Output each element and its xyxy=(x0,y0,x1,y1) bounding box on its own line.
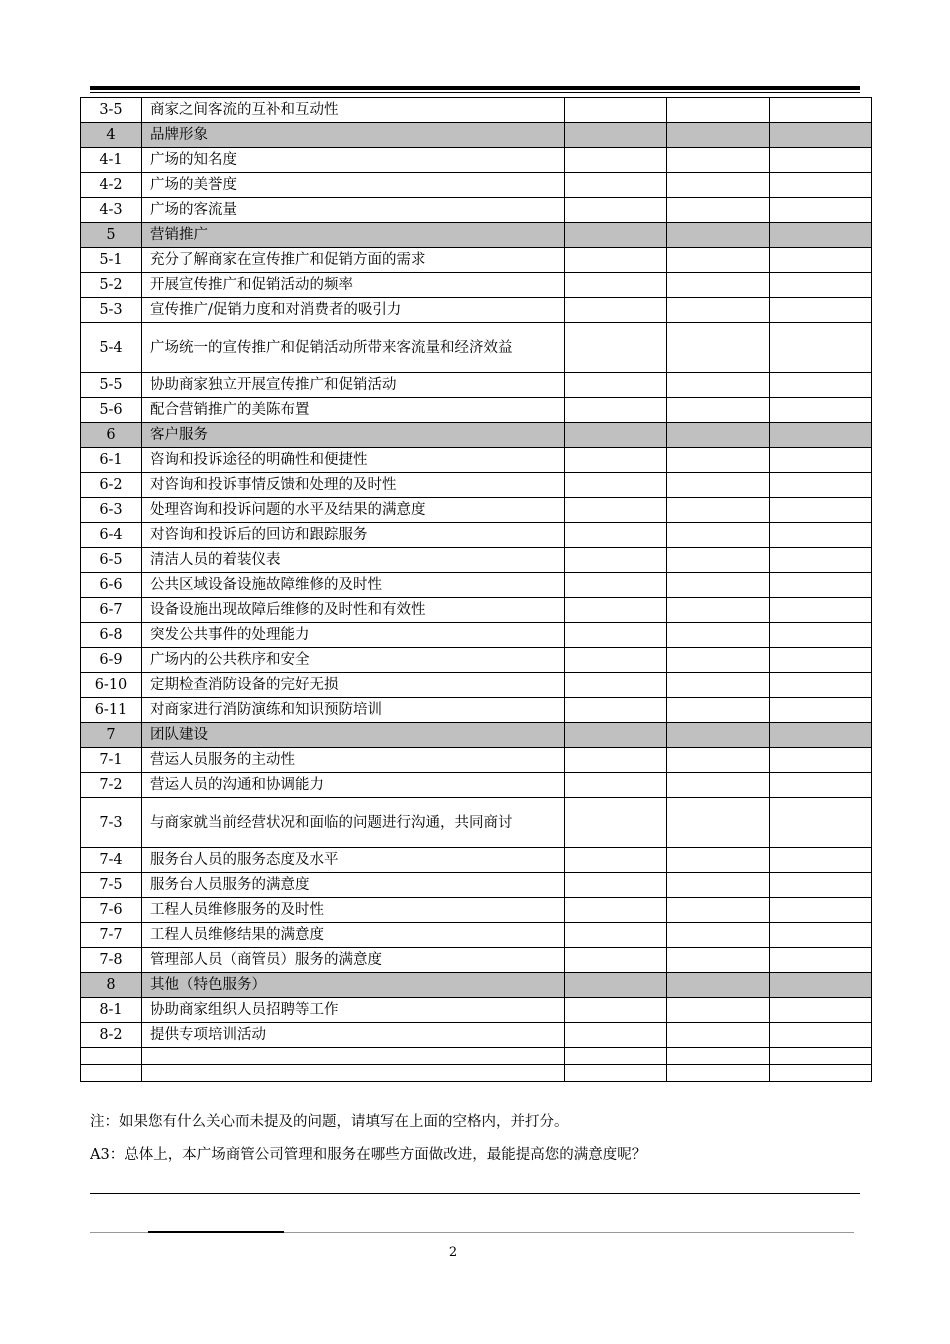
score-cell[interactable] xyxy=(770,798,872,848)
note-text: 注：如果您有什么关心而未提及的问题，请填写在上面的空格内，并打分。 xyxy=(90,1114,569,1130)
score-cell[interactable] xyxy=(667,473,770,498)
score-cell[interactable] xyxy=(565,948,667,973)
score-cell[interactable] xyxy=(565,448,667,473)
score-cell[interactable] xyxy=(667,673,770,698)
score-cell[interactable] xyxy=(667,773,770,798)
score-cell xyxy=(565,973,667,998)
section-row xyxy=(81,423,872,448)
score-cell[interactable] xyxy=(667,148,770,173)
score-cell[interactable] xyxy=(667,623,770,648)
item-description: 服务台人员的服务态度及水平 xyxy=(142,848,565,873)
table-row xyxy=(81,673,872,698)
score-cell xyxy=(667,423,770,448)
item-description: 协助商家组织人员招聘等工作 xyxy=(142,998,565,1023)
footer-rule-accent xyxy=(148,1231,284,1233)
score-cell[interactable] xyxy=(770,873,872,898)
table-row xyxy=(81,573,872,598)
item-number: 8 xyxy=(81,973,142,998)
table-row xyxy=(81,1023,872,1048)
score-cell[interactable] xyxy=(565,498,667,523)
item-description: 广场的客流量 xyxy=(142,198,565,223)
table-row xyxy=(81,998,872,1023)
item-number: 4 xyxy=(81,123,142,148)
table-row xyxy=(81,848,872,873)
score-cell[interactable] xyxy=(770,298,872,323)
item-number: 7-2 xyxy=(81,773,142,798)
score-cell[interactable] xyxy=(667,598,770,623)
score-cell[interactable] xyxy=(770,848,872,873)
score-cell[interactable] xyxy=(770,748,872,773)
score-cell xyxy=(565,223,667,248)
item-number: 6-4 xyxy=(81,523,142,548)
section-row xyxy=(81,123,872,148)
score-cell xyxy=(667,723,770,748)
item-number: 5 xyxy=(81,223,142,248)
score-cell xyxy=(565,123,667,148)
score-cell[interactable] xyxy=(770,948,872,973)
item-number: 6-9 xyxy=(81,648,142,673)
item-number: 7-5 xyxy=(81,873,142,898)
table-row xyxy=(81,648,872,673)
score-cell xyxy=(770,423,872,448)
score-cell[interactable] xyxy=(770,98,872,123)
score-cell[interactable] xyxy=(565,648,667,673)
score-cell[interactable] xyxy=(770,673,872,698)
score-cell xyxy=(667,973,770,998)
score-cell xyxy=(770,723,872,748)
score-cell[interactable] xyxy=(565,923,667,948)
score-cell[interactable] xyxy=(565,798,667,848)
item-description: 设备设施出现故障后维修的及时性和有效性 xyxy=(142,598,565,623)
item-number xyxy=(81,1065,142,1082)
score-cell[interactable] xyxy=(667,748,770,773)
score-cell[interactable] xyxy=(565,873,667,898)
item-description: 工程人员维修结果的满意度 xyxy=(142,923,565,948)
score-cell[interactable] xyxy=(667,248,770,273)
item-number: 7-1 xyxy=(81,748,142,773)
table-row xyxy=(81,898,872,923)
score-cell[interactable] xyxy=(565,198,667,223)
section-row xyxy=(81,973,872,998)
item-number: 5-1 xyxy=(81,248,142,273)
item-number: 6-11 xyxy=(81,698,142,723)
item-number: 6-5 xyxy=(81,548,142,573)
item-number: 7-7 xyxy=(81,923,142,948)
item-description: 对商家进行消防演练和知识预防培训 xyxy=(142,698,565,723)
item-description: 提供专项培训活动 xyxy=(142,1023,565,1048)
score-cell[interactable] xyxy=(667,898,770,923)
item-description: 营运人员的沟通和协调能力 xyxy=(142,773,565,798)
item-description: 营运人员服务的主动性 xyxy=(142,748,565,773)
item-description: 定期检查消防设备的完好无损 xyxy=(142,673,565,698)
score-cell[interactable] xyxy=(770,998,872,1023)
section-row xyxy=(81,223,872,248)
item-number: 5-2 xyxy=(81,273,142,298)
score-cell[interactable] xyxy=(770,1048,872,1065)
score-cell[interactable] xyxy=(667,548,770,573)
score-cell[interactable] xyxy=(770,648,872,673)
score-cell[interactable] xyxy=(667,523,770,548)
score-cell[interactable] xyxy=(667,573,770,598)
header-rule xyxy=(90,86,860,90)
score-cell[interactable] xyxy=(667,298,770,323)
score-cell xyxy=(667,223,770,248)
table-row xyxy=(81,398,872,423)
score-cell[interactable] xyxy=(667,948,770,973)
score-cell[interactable] xyxy=(667,373,770,398)
item-description: 开展宣传推广和促销活动的频率 xyxy=(142,273,565,298)
table-row xyxy=(81,1048,872,1065)
table-row xyxy=(81,773,872,798)
item-description: 营销推广 xyxy=(142,223,565,248)
score-cell[interactable] xyxy=(770,598,872,623)
table-row xyxy=(81,498,872,523)
item-description xyxy=(142,1065,565,1082)
score-cell[interactable] xyxy=(565,373,667,398)
score-cell[interactable] xyxy=(565,173,667,198)
score-cell[interactable] xyxy=(565,1048,667,1065)
item-description: 协助商家独立开展宣传推广和促销活动 xyxy=(142,373,565,398)
item-description: 广场的美誉度 xyxy=(142,173,565,198)
score-cell[interactable] xyxy=(667,398,770,423)
item-number: 6-7 xyxy=(81,598,142,623)
table-row xyxy=(81,698,872,723)
score-cell[interactable] xyxy=(565,1023,667,1048)
table-row xyxy=(81,598,872,623)
score-cell[interactable] xyxy=(667,98,770,123)
score-cell[interactable] xyxy=(770,398,872,423)
item-description xyxy=(142,1048,565,1065)
score-cell xyxy=(565,723,667,748)
score-cell[interactable] xyxy=(565,623,667,648)
item-number: 6-6 xyxy=(81,573,142,598)
score-cell[interactable] xyxy=(770,1023,872,1048)
score-cell[interactable] xyxy=(667,923,770,948)
table-row xyxy=(81,373,872,398)
item-number: 5-3 xyxy=(81,298,142,323)
score-cell[interactable] xyxy=(667,648,770,673)
item-number: 5-6 xyxy=(81,398,142,423)
item-number: 7-8 xyxy=(81,948,142,973)
score-cell[interactable] xyxy=(667,1023,770,1048)
item-number: 4-3 xyxy=(81,198,142,223)
item-number: 5-4 xyxy=(81,323,142,373)
table-row xyxy=(81,173,872,198)
score-cell xyxy=(667,123,770,148)
score-cell[interactable] xyxy=(565,898,667,923)
score-cell[interactable] xyxy=(565,298,667,323)
score-cell[interactable] xyxy=(565,273,667,298)
score-cell[interactable] xyxy=(565,523,667,548)
item-number: 6-1 xyxy=(81,448,142,473)
item-number: 7 xyxy=(81,723,142,748)
table-row xyxy=(81,623,872,648)
item-description: 广场统一的宣传推广和促销活动所带来客流量和经济效益 xyxy=(142,323,565,373)
item-description: 工程人员维修服务的及时性 xyxy=(142,898,565,923)
item-description: 充分了解商家在宣传推广和促销方面的需求 xyxy=(142,248,565,273)
score-cell[interactable] xyxy=(667,273,770,298)
table-row xyxy=(81,248,872,273)
item-description: 其他（特色服务） xyxy=(142,973,565,998)
item-description: 配合营销推广的美陈布置 xyxy=(142,398,565,423)
page-number: 2 xyxy=(448,1245,458,1260)
item-description: 突发公共事件的处理能力 xyxy=(142,623,565,648)
score-cell[interactable] xyxy=(565,148,667,173)
item-description: 处理咨询和投诉问题的水平及结果的满意度 xyxy=(142,498,565,523)
item-number: 5-5 xyxy=(81,373,142,398)
score-cell[interactable] xyxy=(770,773,872,798)
score-cell xyxy=(565,423,667,448)
table-row xyxy=(81,1065,872,1082)
score-cell[interactable] xyxy=(565,398,667,423)
item-description: 服务台人员服务的满意度 xyxy=(142,873,565,898)
item-number: 6 xyxy=(81,423,142,448)
score-cell[interactable] xyxy=(565,98,667,123)
score-cell[interactable] xyxy=(770,623,872,648)
table-row xyxy=(81,798,872,848)
score-cell[interactable] xyxy=(770,448,872,473)
item-number: 3-5 xyxy=(81,98,142,123)
score-cell[interactable] xyxy=(667,198,770,223)
item-description: 商家之间客流的互补和互动性 xyxy=(142,98,565,123)
score-cell[interactable] xyxy=(770,473,872,498)
score-cell[interactable] xyxy=(565,548,667,573)
table-row xyxy=(81,98,872,123)
score-cell[interactable] xyxy=(667,998,770,1023)
score-cell[interactable] xyxy=(565,1065,667,1082)
score-cell[interactable] xyxy=(770,1065,872,1082)
score-cell[interactable] xyxy=(770,698,872,723)
score-cell[interactable] xyxy=(770,198,872,223)
table-row xyxy=(81,198,872,223)
item-number: 6-2 xyxy=(81,473,142,498)
table-row xyxy=(81,748,872,773)
item-description: 咨询和投诉途径的明确性和便捷性 xyxy=(142,448,565,473)
table-row xyxy=(81,148,872,173)
score-cell[interactable] xyxy=(667,323,770,373)
item-number: 6-3 xyxy=(81,498,142,523)
item-number: 7-4 xyxy=(81,848,142,873)
score-cell[interactable] xyxy=(770,523,872,548)
score-cell[interactable] xyxy=(565,598,667,623)
score-cell[interactable] xyxy=(667,873,770,898)
score-cell[interactable] xyxy=(770,173,872,198)
score-cell xyxy=(770,123,872,148)
score-cell[interactable] xyxy=(565,573,667,598)
item-description: 管理部人员（商管员）服务的满意度 xyxy=(142,948,565,973)
item-number: 6-10 xyxy=(81,673,142,698)
score-cell[interactable] xyxy=(667,1065,770,1082)
item-description: 与商家就当前经营状况和面临的问题进行沟通，共同商讨 xyxy=(142,798,565,848)
table-row xyxy=(81,548,872,573)
item-number: 7-6 xyxy=(81,898,142,923)
item-description: 广场内的公共秩序和安全 xyxy=(142,648,565,673)
item-number xyxy=(81,1048,142,1065)
question-a3: A3：总体上，本广场商管公司管理和服务在哪些方面做改进，最能提高您的满意度呢？ xyxy=(90,1147,647,1163)
item-number: 8-1 xyxy=(81,998,142,1023)
score-cell[interactable] xyxy=(565,848,667,873)
item-description: 对咨询和投诉后的回访和跟踪服务 xyxy=(142,523,565,548)
table-row xyxy=(81,323,872,373)
score-cell[interactable] xyxy=(770,148,872,173)
table-row xyxy=(81,273,872,298)
score-cell[interactable] xyxy=(565,323,667,373)
item-description: 团队建设 xyxy=(142,723,565,748)
score-cell[interactable] xyxy=(770,898,872,923)
score-cell[interactable] xyxy=(565,773,667,798)
table-row xyxy=(81,923,872,948)
score-cell[interactable] xyxy=(770,373,872,398)
score-cell[interactable] xyxy=(770,923,872,948)
score-cell xyxy=(770,973,872,998)
table-row xyxy=(81,523,872,548)
score-cell[interactable] xyxy=(770,498,872,523)
table-row xyxy=(81,473,872,498)
item-description: 品牌形象 xyxy=(142,123,565,148)
item-description: 清洁人员的着装仪表 xyxy=(142,548,565,573)
table-row xyxy=(81,448,872,473)
survey-table-body xyxy=(81,98,872,1082)
score-cell[interactable] xyxy=(565,473,667,498)
item-description: 客户服务 xyxy=(142,423,565,448)
item-description: 公共区域设备设施故障维修的及时性 xyxy=(142,573,565,598)
item-number: 7-3 xyxy=(81,798,142,848)
section-row xyxy=(81,723,872,748)
score-cell[interactable] xyxy=(667,448,770,473)
item-number: 8-2 xyxy=(81,1023,142,1048)
score-cell xyxy=(770,223,872,248)
score-cell[interactable] xyxy=(667,798,770,848)
score-cell[interactable] xyxy=(565,248,667,273)
item-description: 广场的知名度 xyxy=(142,148,565,173)
score-cell[interactable] xyxy=(565,748,667,773)
score-cell[interactable] xyxy=(565,998,667,1023)
item-description: 对咨询和投诉事情反馈和处理的及时性 xyxy=(142,473,565,498)
table-row xyxy=(81,873,872,898)
score-cell[interactable] xyxy=(565,698,667,723)
item-description: 宣传推广/促销力度和对消费者的吸引力 xyxy=(142,298,565,323)
score-cell[interactable] xyxy=(667,848,770,873)
score-cell[interactable] xyxy=(770,323,872,373)
satisfaction-survey-table xyxy=(80,97,872,1082)
item-number: 4-1 xyxy=(81,148,142,173)
score-cell[interactable] xyxy=(770,548,872,573)
item-number: 6-8 xyxy=(81,623,142,648)
score-cell[interactable] xyxy=(667,498,770,523)
score-cell[interactable] xyxy=(667,173,770,198)
answer-line[interactable] xyxy=(90,1193,860,1194)
score-cell[interactable] xyxy=(565,673,667,698)
table-row xyxy=(81,298,872,323)
score-cell[interactable] xyxy=(667,1048,770,1065)
score-cell[interactable] xyxy=(770,248,872,273)
item-number: 4-2 xyxy=(81,173,142,198)
score-cell[interactable] xyxy=(770,273,872,298)
score-cell[interactable] xyxy=(667,698,770,723)
header-rule-thin xyxy=(90,92,860,93)
score-cell[interactable] xyxy=(770,573,872,598)
table-row xyxy=(81,948,872,973)
